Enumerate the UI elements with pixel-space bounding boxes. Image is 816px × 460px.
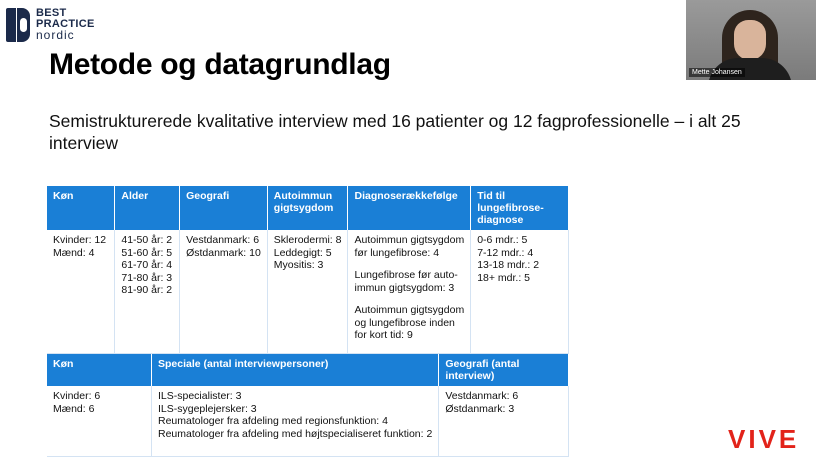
header-diagnoserakkefolge: Diagnoserækkefølge — [348, 186, 471, 230]
cell-geografi — [180, 230, 268, 354]
list-item: og lungefibrose inden — [354, 316, 455, 329]
header-geografi: Geografi — [180, 186, 268, 230]
list-item: Kvinder: 6 — [53, 390, 101, 402]
list-item: Lungefibrose før auto- — [354, 269, 458, 281]
list-item: for kort tid: 9 — [354, 329, 413, 341]
list-item: ILS-specialister: 3 — [158, 390, 242, 402]
list-item: Østdanmark: 3 — [445, 402, 515, 415]
header-kon: Køn — [47, 186, 115, 230]
cell-kon — [47, 386, 152, 457]
list-item: Vestdanmark: 6 — [445, 390, 519, 402]
list-item: ILS-sygeplejersker: 3 — [158, 402, 257, 415]
list-item: 71-80 år: 3 — [121, 271, 173, 284]
list-item: før lungefibrose: 4 — [354, 246, 440, 259]
header-kon: Køn — [47, 354, 152, 386]
logo-text-line2: PRACTICE — [36, 18, 95, 30]
participant-video-tile[interactable] — [686, 0, 816, 80]
list-item: Mænd: 4 — [53, 246, 95, 259]
list-item: Reumatologer fra afdeling med regionsfunktion: 4 — [158, 415, 388, 427]
list-item: Reumatologer fra afdeling med højtspecialiseret funktion: 2 — [158, 427, 433, 440]
list-item: 61-70 år: 4 — [121, 259, 173, 271]
slide-subtitle: Semistrukturerede kvalitative interview med 16 patienter og 12 fagprofessionelle – i alt 25 interview — [49, 111, 741, 153]
slide-title: Metode og datagrundlag — [49, 48, 391, 81]
logo-text-line1: BEST — [36, 7, 67, 19]
cell-tid-til-diagnose — [471, 230, 569, 354]
cell-autoimmun — [267, 230, 348, 354]
list-item: 81-90 år: 2 — [121, 284, 173, 296]
header-speciale: Speciale (antal interviewpersoner) — [152, 354, 439, 386]
list-item: Leddegigt: 5 — [273, 246, 332, 259]
best-practice-nordic-logo — [6, 8, 95, 42]
list-item: Autoimmun gigtsygdom — [354, 234, 465, 246]
list-item: Mænd: 6 — [53, 402, 95, 415]
list-item: 18+ mdr.: 5 — [477, 271, 531, 284]
header-autoimmun: Autoimmun gigtsygdom — [267, 186, 348, 230]
header-geografi: Geografi (antal interview) — [439, 354, 569, 386]
list-item: Vestdanmark: 6 — [186, 234, 260, 246]
list-item: 7-12 mdr.: 4 — [477, 246, 534, 259]
list-item: 0-6 mdr.: 5 — [477, 234, 528, 246]
cell-kon — [47, 230, 115, 354]
list-item: 13-18 mdr.: 2 — [477, 259, 540, 271]
list-item: Sklerodermi: 8 — [273, 234, 342, 246]
list-item: immun gigtsygdom: 3 — [354, 281, 455, 294]
cell-diagnoserakkefolge — [348, 230, 471, 354]
header-alder: Alder — [115, 186, 180, 230]
list-item: 51-60 år: 5 — [121, 246, 173, 259]
logo-mark-icon — [6, 8, 30, 42]
list-item: Kvinder: 12 — [53, 234, 107, 246]
cell-speciale — [152, 386, 439, 457]
header-tid-til-diagnose: Tid til lungefibrose-diagnose — [471, 186, 569, 230]
list-item: Østdanmark: 10 — [186, 246, 261, 259]
participant-name-label: Mette Johansen — [689, 68, 745, 77]
logo-text-line3: nordic — [36, 28, 75, 42]
patient-table — [47, 186, 569, 354]
cell-alder — [115, 230, 180, 354]
vive-logo: VIVE — [728, 424, 800, 454]
list-item: Myositis: 3 — [273, 259, 324, 271]
list-item: Autoimmun gigtsygdom — [354, 304, 465, 316]
cell-geografi — [439, 386, 569, 457]
professionals-table — [47, 354, 569, 457]
list-item: 41-50 år: 2 — [121, 234, 173, 246]
